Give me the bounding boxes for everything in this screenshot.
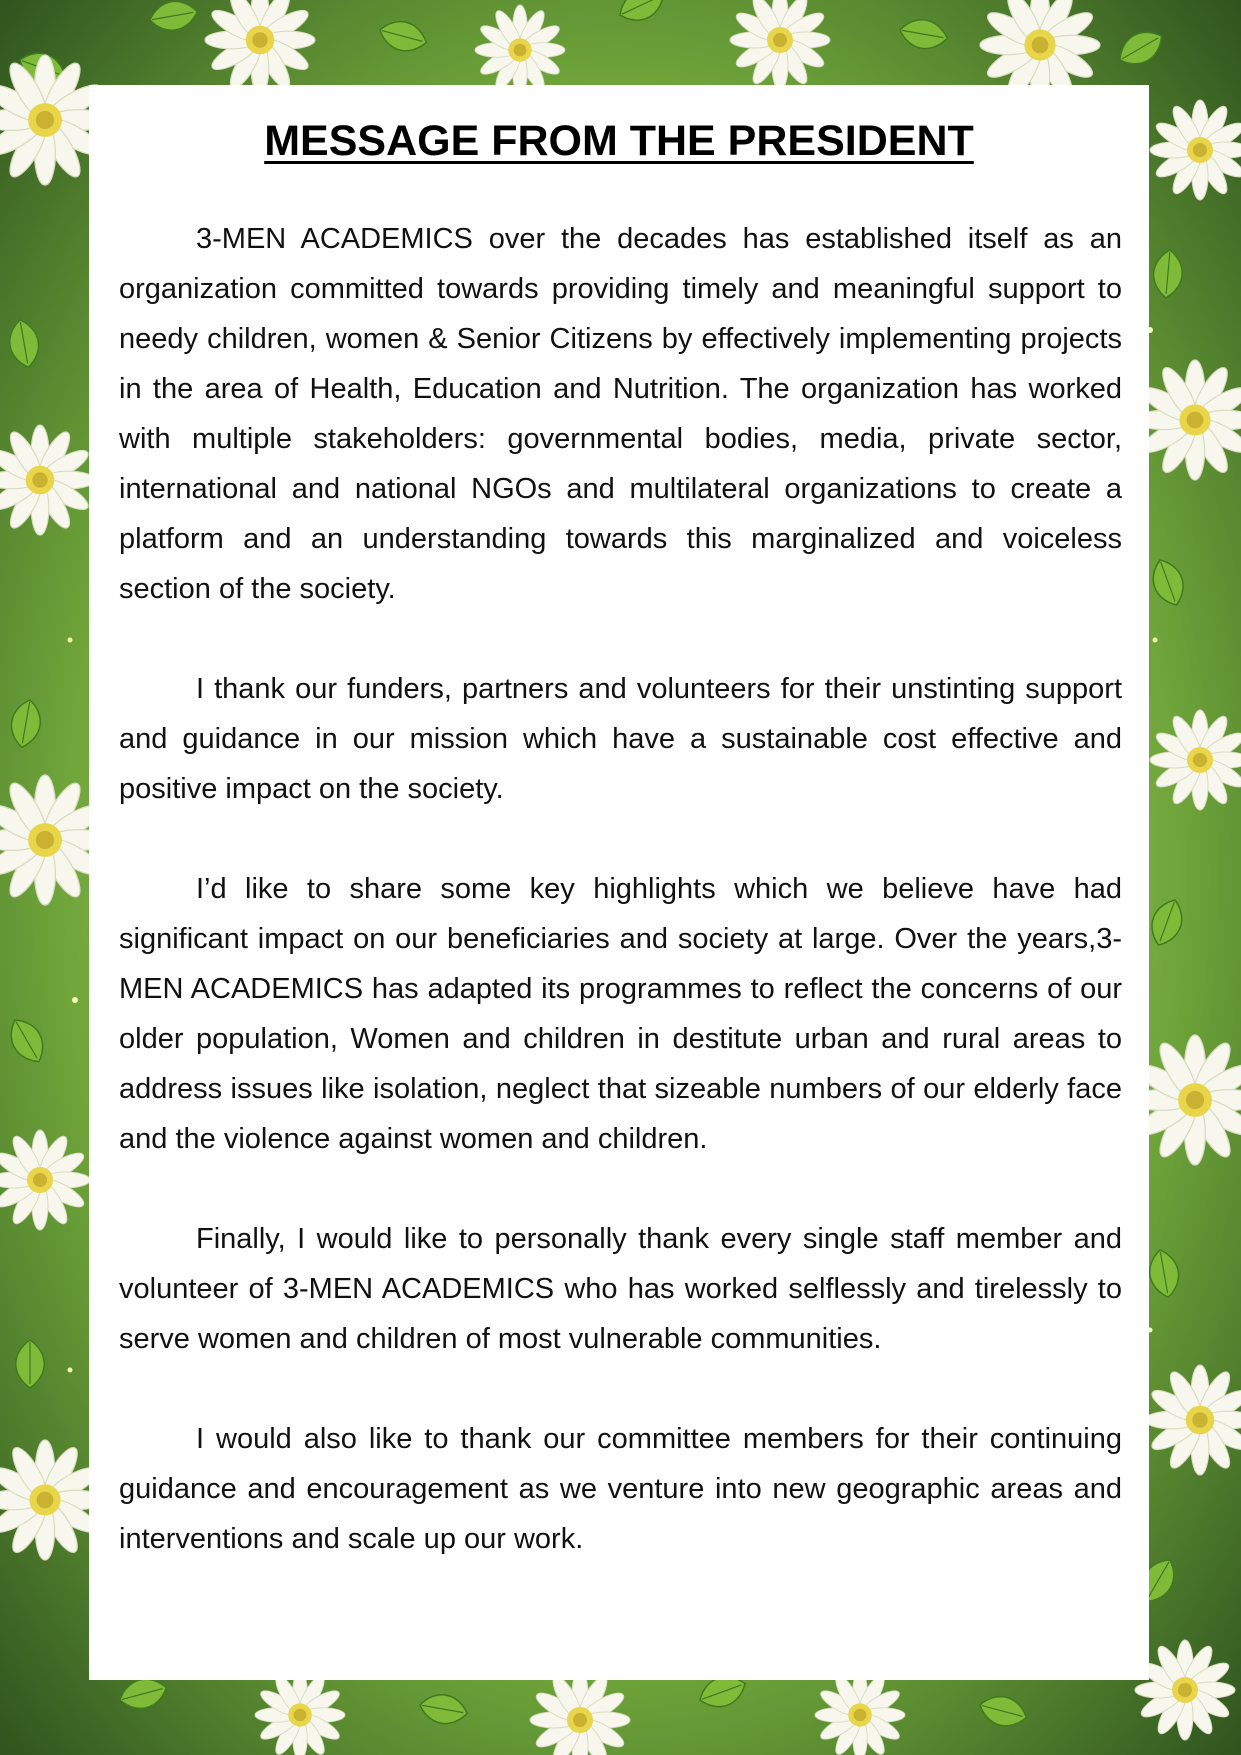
paragraph: I’d like to share some key highlights which we believe have had significant impact on our beneficiaries and society at large. Over the years,3-MEN ACADEMICS has adapted its programmes to reflect the concerns of our older population, Women and children in destitute urban and rural areas to address issues like isolation, neglect that sizeable numbers of our elderly face and the violence against women and children. — [119, 873, 1122, 1155]
paragraph: Finally, I would like to personally thank every single staff member and volunteer of 3-MEN ACADEMICS who has worked selflessly and tirelessly to serve women and children of most vulnerable communities. — [119, 1223, 1122, 1355]
paragraph: I would also like to thank our committee members for their continuing guidance and encouragement as we venture into new geographic areas and interventions and scale up our work. — [119, 1423, 1122, 1555]
message-panel — [89, 85, 1149, 1680]
page-title: MESSAGE FROM THE PRESIDENT — [264, 117, 974, 165]
paragraph: 3-MEN ACADEMICS over the decades has established itself as an organization committed towards providing timely and meaningful support to needy children, women & Senior Citizens by effectively implementing projects in the area of Health, Education and Nutrition. The organization has worked with multiple stakeholders: governmental bodies, media, private sector, international and national NGOs and multilateral organizations to create a platform and an understanding towards this marginalized and voiceless section of the society. — [119, 223, 1122, 605]
message-body — [119, 214, 1122, 1564]
paragraph: I thank our funders, partners and volunteers for their unstinting support and guidance in our mission which have a sustainable cost effective and positive impact on the society. — [119, 673, 1122, 805]
